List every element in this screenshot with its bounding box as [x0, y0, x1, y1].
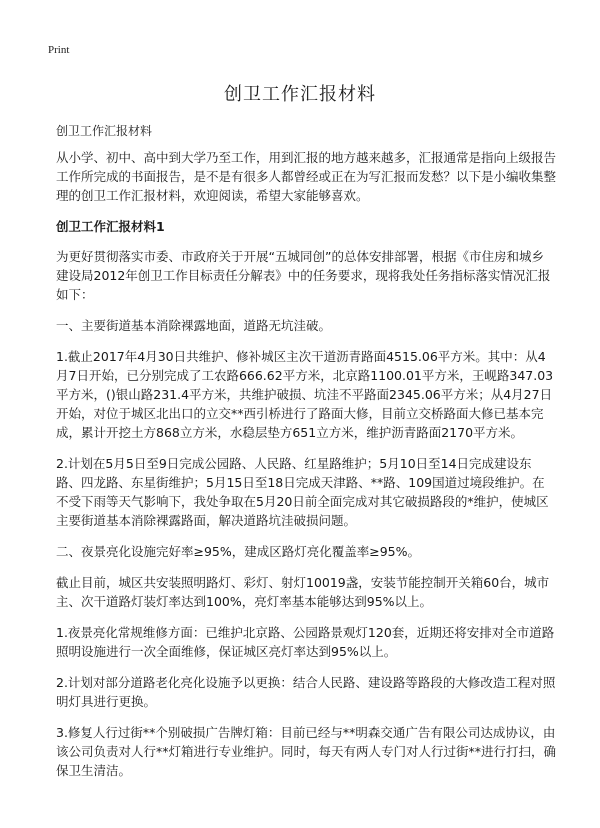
paragraph: 2.计划对部分道路老化亮化设施予以更换：结合人民路、建设路等路段的大修改造工程对照明灯具进行更换。: [56, 675, 556, 709]
print-link[interactable]: Print: [48, 44, 70, 56]
paragraph: 1.截止2017年4月30日共维护、修补城区主次干道沥青路面4515.06平方米。其中：从4月7日开始，已分别完成了工农路666.62平方米，北京路1100.01平方米，王岘路347.03平方米，()银山路231.4平方米，共维护破损、坑洼不平路面2345.06平方米；从4月27日开始，对位于城区北出口的立交**西引桥进行了路面大修，目前立交桥路面大修已基本完成，累计开挖土方868立方米，水稳层垫方651立方米，维护沥青路面2170平方米。: [56, 349, 554, 440]
intro-paragraph: 从小学、初中、高中到大学乃至工作，用到汇报的地方越来越多，汇报通常是指向上级报告工作所完成的书面报告，是不是有很多人都曾经或正在为写汇报而发愁？以下是小编收集整理的创卫工作汇报材料，欢迎阅读，希望大家能够喜欢。: [56, 150, 557, 203]
page-title: 创卫工作汇报材料: [224, 84, 376, 105]
paragraph: 2.计划在5月5日至9日完成公园路、人民路、红星路维护；5月10日至14日完成建设东路、四龙路、东星街维护；5月15日至18日完成天津路、**路、109国道过境段维护。在不受下雨等天气影响下，我处争取在5月20日前全面完成对其它破损路段的*维护，使城区主要街道基本消除裸露路面，解决道路坑洼破损问题。: [56, 456, 549, 528]
section-heading: 创卫工作汇报材料1: [56, 219, 165, 234]
paragraph: 截止目前，城区共安装照明路灯、彩灯、射灯10019盏，安装节能控制开关箱60台，城市主、次干道路灯装灯率达到100%，亮灯率基本能够达到95%以上。: [56, 575, 550, 609]
paragraph: 3.修复人行过街**个别破损广告牌灯箱：目前已经与**明森交通广告有限公司达成协议，由该公司负责对人行**灯箱进行专业维护。同时，每天有两人专门对人行过街**进行打扫，确保卫生清洁。: [56, 725, 557, 778]
paragraph: 1.夜景亮化常规维修方面：已维护北京路、公园路景观灯120套，近期还将安排对全市道路照明设施进行一次全面维修，保证城区亮灯率达到95%以上。: [56, 625, 555, 659]
document-subtitle: 创卫工作汇报材料: [56, 124, 153, 138]
paragraph: 为更好贯彻落实市委、市政府关于开展“五城同创”的总体安排部署，根据《市住房和城乡建设局2012年创卫工作目标责任分解表》中的任务要求，现将我处任务指标落实情况汇报如下：: [56, 249, 551, 302]
paragraph: 一、主要街道基本消除裸露地面，道路无坑洼破。: [56, 318, 332, 333]
paragraph: 二、夜景亮化设施完好率≥95%，建成区路灯亮化覆盖率≥95%。: [56, 544, 421, 559]
document-body: [56, 148, 556, 790]
